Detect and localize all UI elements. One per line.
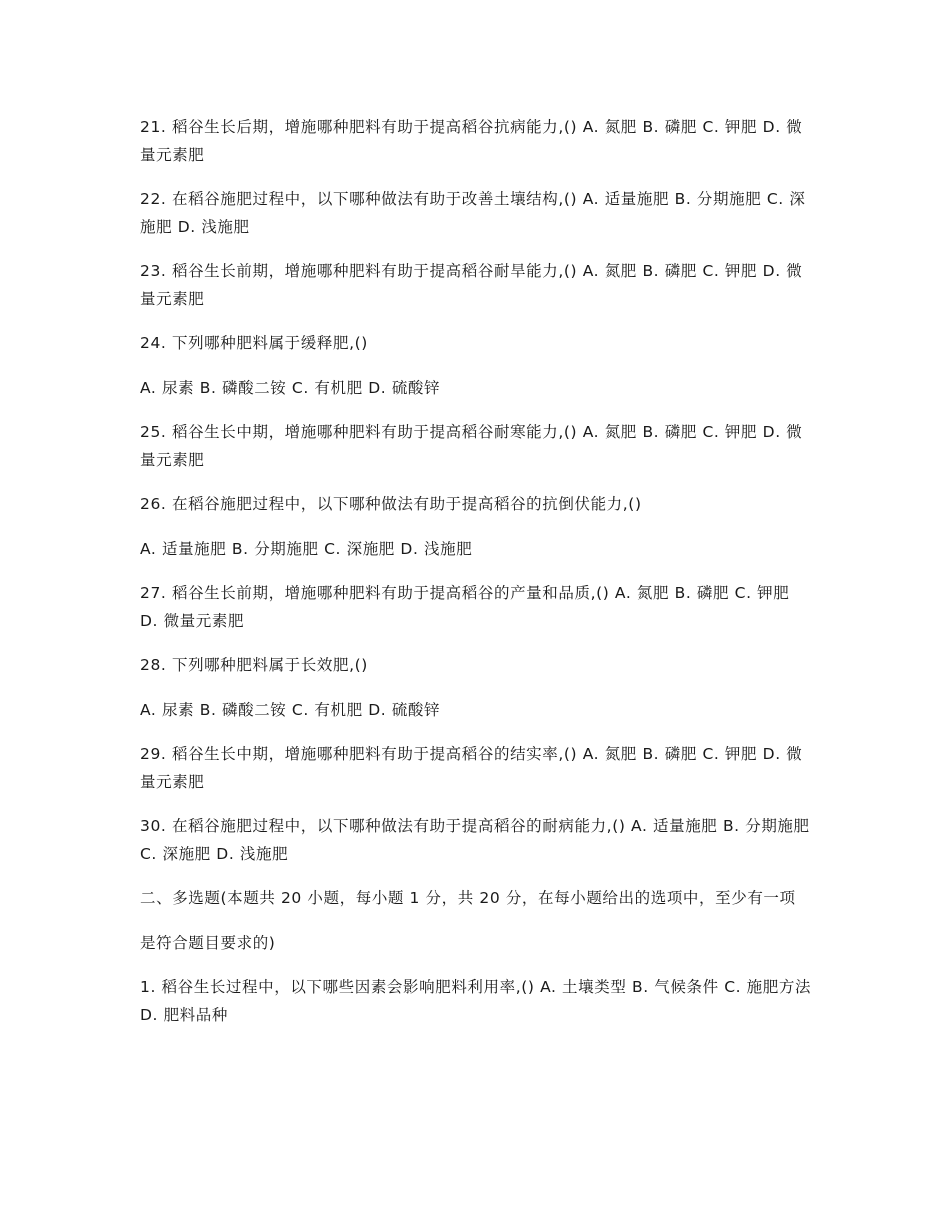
question-24-options: A. 尿素 B. 磷酸二铵 C. 有机肥 D. 硫酸锌 xyxy=(140,378,441,397)
multi-question-1: 1. 稻谷生长过程中，以下哪些因素会影响肥料利用率,() A. 土壤类型 B. 气候条件 C. 施肥方法 D. 肥料品种 xyxy=(140,978,812,1024)
question-21: 21. 稻谷生长后期，增施哪种肥料有助于提高稻谷抗病能力,() A. 氮肥 B. 磷肥 C. 钾肥 D. 微量元素肥 xyxy=(140,118,803,164)
question-23: 23. 稻谷生长前期，增施哪种肥料有助于提高稻谷耐旱能力,() A. 氮肥 B. 磷肥 C. 钾肥 D. 微量元素肥 xyxy=(140,262,803,308)
question-25: 25. 稻谷生长中期，增施哪种肥料有助于提高稻谷耐寒能力,() A. 氮肥 B. 磷肥 C. 钾肥 D. 微量元素肥 xyxy=(140,423,803,469)
question-22: 22. 在稻谷施肥过程中，以下哪种做法有助于改善土壤结构,() A. 适量施肥 B. 分期施肥 C. 深施肥 D. 浅施肥 xyxy=(140,190,806,236)
section-heading-multiple-choice: 二、多选题(本题共 20 小题，每小题 1 分，共 20 分，在每小题给出的选项中，至少有一项 xyxy=(140,889,796,907)
section-heading-continuation: 是符合题目要求的) xyxy=(140,933,276,952)
question-28-options: A. 尿素 B. 磷酸二铵 C. 有机肥 D. 硫酸锌 xyxy=(140,700,441,719)
question-26-options: A. 适量施肥 B. 分期施肥 C. 深施肥 D. 浅施肥 xyxy=(140,539,473,558)
question-28: 28. 下列哪种肥料属于长效肥,() xyxy=(140,656,368,674)
question-26: 26. 在稻谷施肥过程中，以下哪种做法有助于提高稻谷的抗倒伏能力,() xyxy=(140,495,642,513)
question-29: 29. 稻谷生长中期，增施哪种肥料有助于提高稻谷的结实率,() A. 氮肥 B. 磷肥 C. 钾肥 D. 微量元素肥 xyxy=(140,745,803,791)
question-30: 30. 在稻谷施肥过程中，以下哪种做法有助于提高稻谷的耐病能力,() A. 适量施肥 B. 分期施肥 C. 深施肥 D. 浅施肥 xyxy=(140,817,810,863)
question-27: 27. 稻谷生长前期，增施哪种肥料有助于提高稻谷的产量和品质,() A. 氮肥 B. 磷肥 C. 钾肥 D. 微量元素肥 xyxy=(140,584,790,630)
document-body xyxy=(140,114,812,1046)
question-24: 24. 下列哪种肥料属于缓释肥,() xyxy=(140,334,368,352)
